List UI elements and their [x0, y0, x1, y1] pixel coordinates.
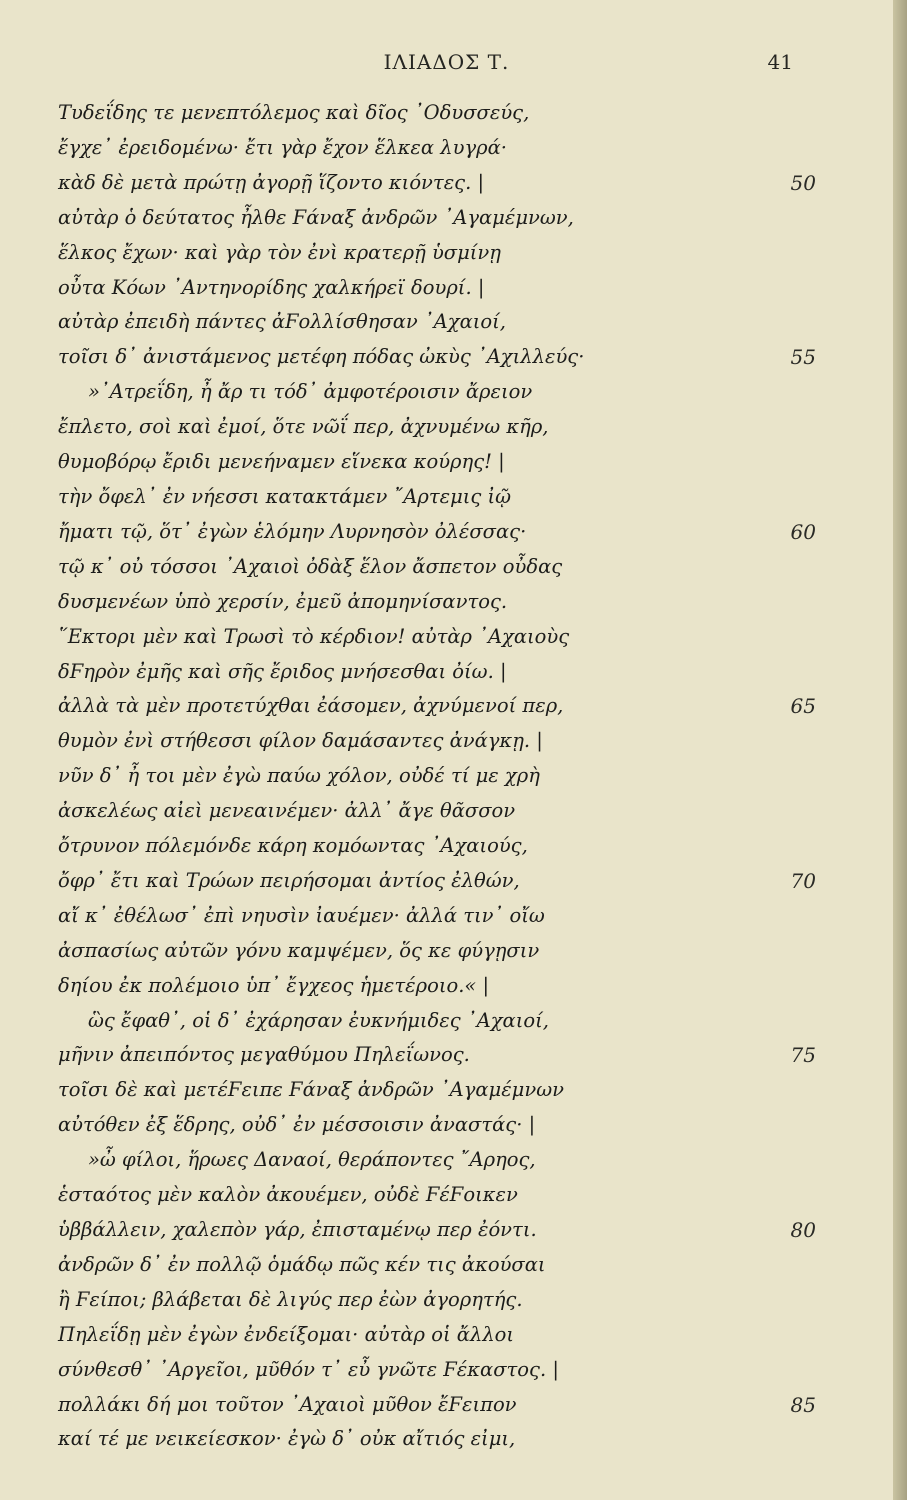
verse-text: ῞Εκτορι μὲν καὶ Τρωσὶ τὸ κέρδιον! αὐτὰρ ᾿Αχαιοὺς — [58, 624, 570, 648]
verse-text: θυμοβόρῳ ἔριδι μενεήναμεν εἵνεκα κούρης! | — [58, 450, 505, 474]
verse-line — [58, 445, 838, 480]
verse-text: τοῖσι δὲ καὶ μετέϜειπε Ϝάναξ ἀνδρῶν ᾿Αγαμέμνων — [58, 1078, 564, 1102]
verse-text: τὴν ὄφελ᾿ ἐν νήεσσι κατακτάμεν ῎Αρτεμις ἰῷ — [58, 484, 512, 508]
verse-line — [58, 1388, 838, 1423]
verse-text: ἕλκος ἔχων· καὶ γὰρ τὸν ἐνὶ κρατερῇ ὑσμίνῃ — [58, 240, 501, 264]
verse-line — [58, 794, 838, 829]
verse-text: ἀσκελέως αἰεὶ μενεαινέμεν· ἀλλ᾿ ἄγε θᾶσσον — [58, 799, 516, 823]
verse-text: ἀλλὰ τὰ μὲν προτετύχθαι ἐάσομεν, ἀχνύμενοί περ, — [58, 694, 564, 718]
verse-line — [58, 410, 838, 445]
page-title: ΙΛΙΑΔΟΣ Τ. — [383, 50, 510, 74]
verse-line — [58, 1248, 838, 1283]
line-number: 50 — [790, 170, 816, 195]
verse-text: ἀσπασίως αὐτῶν γόνυ καμψέμεν, ὅς κε φύγῃσιν — [58, 938, 540, 962]
verse-line — [58, 689, 838, 724]
verse-line — [58, 201, 838, 236]
verse-line — [58, 1108, 838, 1143]
verse-text: ἀνδρῶν δ᾿ ἐν πολλῷ ὁμάδῳ πῶς κέν τις ἀκούσαι — [58, 1252, 546, 1276]
verse-line — [58, 899, 838, 934]
verse-block — [58, 96, 838, 1457]
verse-line — [58, 724, 838, 759]
verse-line — [58, 1178, 838, 1213]
verse-line — [58, 131, 838, 166]
line-number: 85 — [790, 1392, 816, 1417]
verse-line — [58, 1353, 838, 1388]
verse-line — [58, 166, 838, 201]
verse-text: σύνθεσθ᾿ ᾿Αργεῖοι, μῦθόν τ᾿ εὖ γνῶτε Ϝέκαστος. | — [58, 1357, 559, 1381]
line-number: 80 — [790, 1218, 816, 1242]
verse-line — [58, 1422, 838, 1457]
line-number: 60 — [790, 519, 816, 544]
verse-text: αὐτόθεν ἐξ ἕδρης, οὐδ᾿ ἐν μέσσοισιν ἀναστάς· | — [58, 1113, 536, 1137]
verse-text: ὄφρ᾿ ἔτι καὶ Τρώων πειρήσομαι ἀντίος ἐλθών, — [58, 868, 520, 892]
page-edge — [893, 0, 907, 1500]
verse-line — [58, 1004, 838, 1039]
verse-text: τοῖσι δ᾿ ἀνιστάμενος μετέφη πόδας ὠκὺς ᾿Αχιλλεύς· — [58, 345, 585, 369]
line-number: 55 — [790, 345, 816, 370]
verse-text: τῷ κ᾿ οὐ τόσσοι ᾿Αχαιοὶ ὀδὰξ ἕλον ἄσπετον οὖδας — [58, 554, 563, 578]
verse-line — [58, 829, 838, 864]
verse-text: Πηλεΐδῃ μὲν ἐγὼν ἐνδείξομαι· αὐτὰρ οἱ ἄλλοι — [58, 1322, 515, 1346]
line-number: 70 — [790, 868, 816, 893]
verse-text: ἔγχε᾿ ἐρειδομένω· ἔτι γὰρ ἔχον ἕλκεα λυγρά· — [58, 135, 507, 159]
verse-line — [58, 934, 838, 969]
verse-text: καί τέ με νεικείεσκον· ἐγὼ δ᾿ οὐκ αἴτιός εἰμι, — [58, 1427, 516, 1451]
verse-line — [58, 305, 838, 340]
verse-line — [58, 585, 838, 620]
verse-line — [58, 515, 838, 550]
verse-line — [58, 1283, 838, 1318]
verse-text: ἢ Ϝείποι; βλάβεται δὲ λιγύς περ ἐὼν ἀγορητής. — [58, 1287, 523, 1311]
verse-text: νῦν δ᾿ ἦ τοι μὲν ἐγὼ παύω χόλον, οὐδέ τί με χρὴ — [58, 764, 540, 788]
verse-text: ἤματι τῷ, ὅτ᾿ ἐγὼν ἑλόμην Λυρνησὸν ὀλέσσας· — [58, 519, 527, 543]
verse-text: δηίου ἐκ πολέμοιο ὑπ᾿ ἔγχεος ἡμετέροιο.« | — [58, 973, 490, 997]
verse-line — [58, 1073, 838, 1108]
verse-text: Τυδεΐδης τε μενεπτόλεμος καὶ δῖος ᾿Οδυσσεύς, — [58, 101, 530, 124]
verse-line — [58, 759, 838, 794]
running-header — [0, 50, 893, 80]
line-number: 65 — [790, 694, 816, 719]
verse-text: ὑββάλλειν, χαλεπὸν γάρ, ἐπισταμένῳ περ ἐόντι. — [58, 1218, 537, 1241]
verse-text: δυσμενέων ὑπὸ χερσίν, ἐμεῦ ἀπομηνίσαντος. — [58, 589, 508, 613]
verse-text: μῆνιν ἀπειπόντος μεγαθύμου Πηλεΐωνος. — [58, 1043, 470, 1067]
verse-line — [58, 620, 838, 655]
verse-text: »ὦ φίλοι, ἥρωες Δαναοί, θεράποντες ῎Αρηος, — [88, 1148, 536, 1172]
verse-line — [58, 1213, 838, 1248]
verse-text: οὖτα Κόων ᾿Αντηνορίδης χαλκήρεϊ δουρί. | — [58, 275, 485, 299]
verse-text: δϜηρὸν ἐμῆς καὶ σῆς ἔριδος μνήσεσθαι ὀίω. | — [58, 659, 507, 683]
verse-text: κὰδ δὲ μετὰ πρώτῃ ἀγορῇ ἵζοντο κιόντες. | — [58, 170, 485, 194]
verse-line — [58, 864, 838, 899]
verse-text: αὐτὰρ ὁ δεύτατος ἦλθε Ϝάναξ ἀνδρῶν ᾿Αγαμέμνων, — [58, 205, 574, 229]
verse-text: ἔπλετο, σοὶ καὶ ἐμοί, ὅτε νῶΐ περ, ἀχνυμένω κῆρ, — [58, 415, 549, 439]
verse-text: αἴ κ᾿ ἐθέλωσ᾿ ἐπὶ νηυσὶν ἰαυέμεν· ἀλλά τιν᾿ οἴω — [58, 903, 545, 927]
verse-line — [58, 1318, 838, 1353]
verse-line — [58, 236, 838, 271]
verse-text: ἑσταότος μὲν καλὸν ἀκουέμεν, οὐδὲ ϜέϜοικεν — [58, 1183, 518, 1207]
verse-text: θυμὸν ἐνὶ στήθεσσι φίλον δαμάσαντες ἀνάγκῃ. | — [58, 729, 543, 753]
verse-text: ὄτρυνον πόλεμόνδε κάρη κομόωντας ᾿Αχαιούς, — [58, 834, 528, 858]
verse-line — [58, 550, 838, 585]
verse-text: ὣς ἔφαθ᾿, οἱ δ᾿ ἐχάρησαν ἐυκνήμιδες ᾿Αχαιοί, — [88, 1008, 549, 1032]
verse-text: »᾿Ατρεΐδη, ἦ ἄρ τι τόδ᾿ ἀμφοτέροισιν ἄρειον — [88, 380, 533, 404]
verse-line — [58, 96, 838, 131]
verse-line — [58, 340, 838, 375]
page-number: 41 — [767, 50, 793, 74]
line-number: 75 — [790, 1043, 816, 1068]
verse-line — [58, 1038, 838, 1073]
verse-line — [58, 655, 838, 690]
verse-line — [58, 375, 838, 410]
verse-line — [58, 271, 838, 306]
verse-line — [58, 1143, 838, 1178]
verse-text: αὐτὰρ ἐπειδὴ πάντες ἀϜολλίσθησαν ᾿Αχαιοί, — [58, 310, 506, 334]
verse-text: πολλάκι δή μοι τοῦτον ᾿Αχαιοὶ μῦθον ἔϜειπον — [58, 1392, 517, 1416]
verse-line — [58, 480, 838, 515]
verse-line — [58, 969, 838, 1004]
